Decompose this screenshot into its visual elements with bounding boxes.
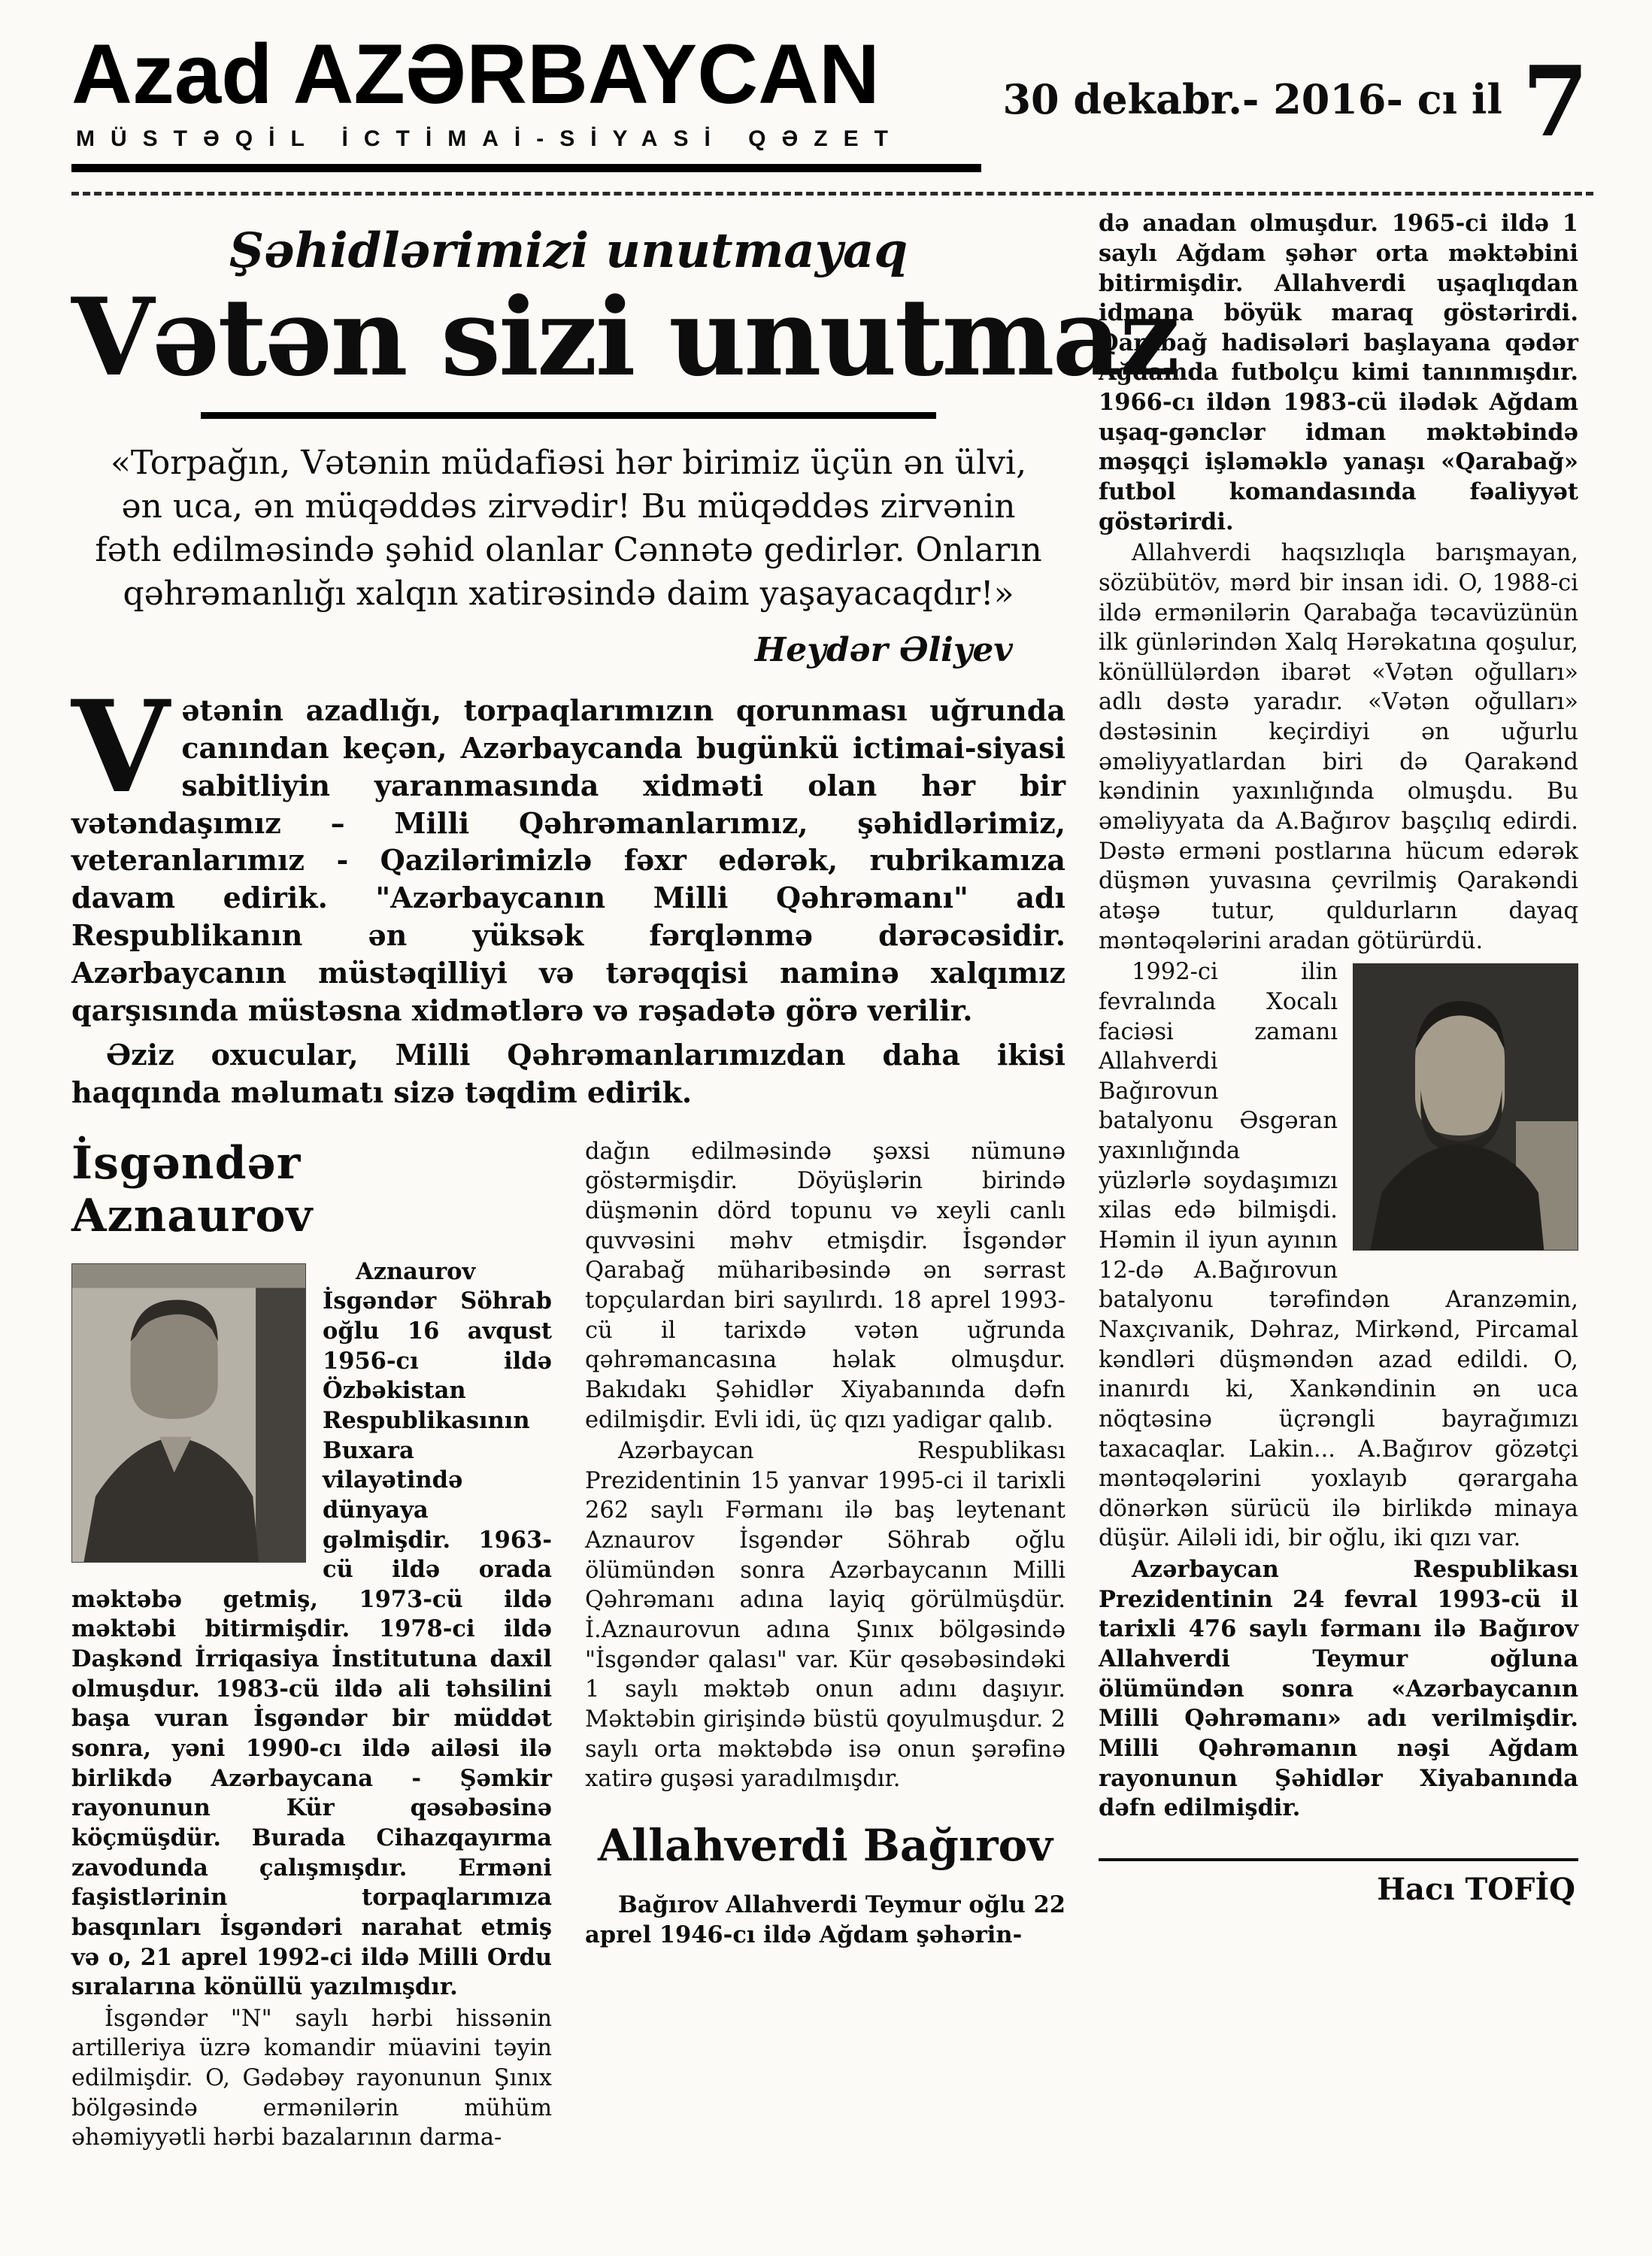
article1-heading: İsgəndər Aznaurov xyxy=(71,1136,314,1242)
article2-heading: Allahverdi Bağırov xyxy=(598,1819,1053,1871)
quote-attribution: Heydər Əliyev xyxy=(754,631,1013,670)
portrait-photo-bagirov xyxy=(1353,963,1578,1251)
article2-para1: Bağırov Allahverdi Teymur oğlu 22 aprel 1946-cı ildə Ağdam şəhərin- xyxy=(585,1891,1065,1948)
two-columns xyxy=(71,1137,1065,2154)
article1-para1: Aznaurov İsgəndər Söhrab oğlu 16 avqust 1956-cı ildə Özbəkistan Respublikasının Buxara vilayətində dünyaya gəlmişdir. 1963-cü ildə orada məktəbə getmiş, 1973-cü ildə məktəbi bitirmişdir. 1978-ci ildə Daşkənd İrriqasiya İnstitutuna daxil olmuşdur. 1983-cü ildə ali təhsilini başa vuran İsgəndər bir müddət sonra, yəni 1990-cı ildə ailəsi ilə birlikdə Azərbaycana - Şəmkir rayonunun Kür qəsəbəsinə köçmüşdür. Burada Cihazqayırma zavodunda çalışmışdır. Erməni faşistlərinin torpaqlarımıza basqınları İsgəndəri narahat etmiş və o, 21 aprel 1992-ci ildə Milli Ordu sıralarına könüllü yazılmışdır. xyxy=(71,1257,552,2001)
portrait-bagirov-graphic xyxy=(1353,964,1578,1250)
lead-paragraph xyxy=(71,672,1065,1029)
newspaper-subtitle: MÜSTƏQİL İCTİMAİ-SİYASİ QƏZET xyxy=(71,117,981,172)
article1-para4: Azərbaycan Respublikası Prezidentinin 15 yanvar 1995-ci il tarixli 262 saylı Fərmanı ilə baş leytenant Aznaurov İsgəndər Söhrab oğlu ölümündən sonra Azərbaycanın Milli Qəhrəmanı adına layiq görülmüşdür. İ.Aznaurovun adına Şınıx bölgəsində "İsgəndər qalası" var. Kür qəsəbəsindəki 1 saylı məktəb onun adını daşıyır. Məktəbin girişində büstü qoyulmuşdur. 2 saylı orta məktəbdə isə onun şərəfinə xatirə guşəsi yaradılmışdır. xyxy=(585,1438,1065,1793)
lead-text: ətənin azadlığı, torpaqlarımızın qorunması uğrunda canından keçən, Azərbaycanda bugünkü ictimai-siyasi sabitliyin yaranmasında xidməti olan hər bir vətəndaşımız – Milli Qəhrəmanlarımız, şəhidlərimiz, veteranlarımız - Qazilərimizlə fəxr edərək, rubrikamıza davam edirik. "Azərbaycanın Milli Qəhrəmanı" adı Respublikanın ən yüksək fərqlənmə dərəcəsidir. Azərbaycanın müstəqilliyi və tərəqqisi naminə xalqımız qarşısında müstəsna xidmətlərə və rəşadətə görə verilir. xyxy=(71,693,1065,1027)
drop-cap: V xyxy=(71,672,170,822)
right-column xyxy=(1099,203,1578,2154)
portrait-aznaurov-graphic xyxy=(72,1264,305,1562)
column-middle xyxy=(585,1137,1065,2154)
headline-rule xyxy=(201,412,936,419)
left-block xyxy=(71,203,1178,2154)
main-headline: Vətən sizi unutmaz xyxy=(71,275,1178,401)
byline-divider xyxy=(1099,1858,1578,1861)
article2-para4: 1992-ci ilin fevralında Xocalı faciəsi zamanı Allahverdi Bağırovun batalyonu Əsgəran yaxınlığında yüzlərlə soydaşımızı xilas edə bilmişdi. Həmin il iyun ayının 12-də A.Bağırovun batalyonu tərəfindən Aranzəmin, Naxçıvanik, Dəhraz, Mirkənd, Pircamal kəndləri düşməndən azad edildi. O, inanırdı ki, Xankəndinin ən uca nöqtəsinə üçrəngli bayrağımızı taxacaqlar. Lakin... A.Bağırov gözətçi məntəqələrini yoxlayıb qərargaha dönərkən sürücü ilə birlikdə minaya düşür. Ailəli idi, bir oğlu, iki qızı var. xyxy=(1099,959,1578,1552)
article1-para3: dağın edilməsində şəxsi nümunə göstərmişdir. Döyüşlərin birində düşmənin dörd topunu və xeyli canlı quvvəsini məhv etmişdir. İsgəndər Qarabağ müharibəsində ən sərrast topçulardan biri sayılırdı. 18 aprel 1993-cü il tarixdə vətən uğrunda qəhrəmancasına həlak olmuşdur. Bakıdakı Şəhidlər Xiyabanında dəfn edilmişdir. Evli idi, üç qızı yadigar qalıb. xyxy=(585,1138,1065,1433)
article2-para5: Azərbaycan Respublikası Prezidentinin 24 fevral 1993-cü il tarixli 476 saylı fərmanı ilə Bağırov Allahverdi Teymur oğluna ölümündən sonra «Azərbaycanın Milli Qəhrəmanı» adı verilmişdir. Milli Qəhrəmanın nəşi Ağdam rayonunun Şəhidlər Xiyabanında dəfn edilmişdir. xyxy=(1099,1556,1578,1822)
article2-para3: Allahverdi haqsızlıqla barışmayan, sözübütöv, mərd bir insan idi. O, 1988-ci ildə ermənilərin Qarabağa təcavüzünün ilk günlərindən Xalq Hərəkatına qoşulur, könüllülərdən ibarət «Vətən oğulları» adlı dəstə yaradır. «Vətən oğulları» dəstəsinin keçirdiyi ən uğurlu əməliyyatlardan biri də Qarakənd kəndinin yaxınlığında olmuşdu. Bu əməliyyata da A.Bağırov başçılıq edirdi. Dəstə erməni postlarına hücum edərək düşmən yuvasına çevrilmiş Qarakəndi atəşə tutur, quldurların dayaq məntəqələrini aradan götürürdü. xyxy=(1099,540,1578,954)
page-content xyxy=(71,203,1593,2154)
article1-para2: İsgəndər "N" saylı hərbi hissənin artilleriya üzrə komandir müavini təyin edilmişdir. O, Gədəbəy rayonunun Şınıx bölgəsində ermənilərin mühüm əhəmiyyətli hərbi bazalarının darma- xyxy=(71,2005,552,2151)
masthead-right xyxy=(1002,32,1593,159)
lead-paragraph-2: Əziz oxucular, Milli Qəhrəmanlarımızdan daha ikisi haqqında məlumatı sizə təqdim edirik. xyxy=(71,1038,1065,1110)
masthead xyxy=(71,27,1593,172)
portrait-photo-aznaurov xyxy=(71,1263,306,1563)
newspaper-title: Azad AZƏRBAYCAN xyxy=(71,27,880,121)
kicker: Şəhidlərimizi unutmayaq xyxy=(229,223,908,280)
feature-head xyxy=(71,223,1178,1111)
article2-para2: də anadan olmuşdur. 1965-ci ildə 1 saylı Ağdam şəhər orta məktəbini bitirmişdir. Allahverdi uşaqlıqdan idmana böyük maraq göstərirdi. Qarabağ hadisələri başlayana qədər Ağdamda futbolçu kimi tanınmışdır. 1966-cı ildən 1983-cü ilədək Ağdam uşaq-gənclər idman məktəbində məşqçi işləməklə yanaşı «Qarabağ» futbol komandasında fəaliyyət göstərirdi. xyxy=(1099,210,1578,535)
column-aznaurov xyxy=(71,1137,552,2154)
author-byline: Hacı TOFİQ xyxy=(1377,1871,1575,1907)
pull-quote: «Torpağın, Vətənin müdafiəsi hər birimiz üçün ən ülvi, ən uca, ən müqəddəs zirvədir! Bu müqəddəs zirvənin fəth edilməsində şəhid olanlar Cənnətə gedirlər. Onların qəhrəmanlığı xalqın xatirəsində daim yaşayacaqdır!» xyxy=(95,444,1042,614)
header-divider xyxy=(71,192,1593,196)
masthead-left xyxy=(71,27,981,172)
page-number: 7 xyxy=(1521,46,1589,159)
issue-date: 30 dekabr.- 2016- cı il xyxy=(1002,75,1502,123)
